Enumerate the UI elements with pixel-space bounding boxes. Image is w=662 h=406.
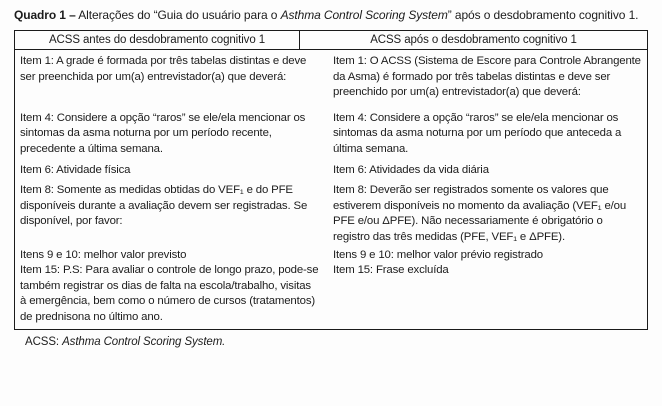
- item6-before-cell: Item 6: Atividade física: [20, 163, 131, 176]
- caption-text-before: Alterações do “Guia do usuário para o: [75, 8, 281, 22]
- table-row-item6: [15, 163, 647, 179]
- table-footnote: [14, 335, 648, 349]
- item15-before-cell: Item 15: P.S: Para avaliar o controle de longo prazo, pode-se também registrar os dias de falta na escola/trabalho, visitas à emergência, bem como o número de cursos (tratamentos) de prednisona no último ano.: [20, 264, 319, 323]
- item4-before-cell: Item 4: Considere a opção “raros” se ele/ela mencionar os sintomas da asma noturna por um período recente, precedente a última semana.: [20, 111, 306, 155]
- item15-after-cell: Item 15: Frase excluída: [333, 264, 449, 277]
- table-row-item8: [15, 183, 647, 245]
- table-body: [15, 50, 647, 329]
- footnote-label: ACSS:: [25, 335, 63, 348]
- item4-after-cell: Item 4: Considere a opção “raros” se ele/ela mencionar os sintomas da asma noturna por um período que anteceda a última semana.: [333, 111, 622, 155]
- caption-italic-title: Asthma Control Scoring System: [280, 8, 448, 22]
- table-row-item1: [15, 54, 647, 101]
- itens9-10-after-cell: Itens 9 e 10: melhor valor prévio registrado: [333, 248, 543, 261]
- table-row-itens9-10: [15, 248, 647, 264]
- item1-after-cell: Item 1: O ACSS (Sistema de Escore para Controle Abrangente da Asma) é formado por três tabelas distintas e deve ser preenchido por um(a) entrevistador(a) que deverá:: [333, 55, 641, 99]
- item8-after-cell: Item 8: Deverão ser registrados somente os valores que estiverem disponíveis no momento da avaliação (VEF₁ e/ou PFE e/ou ΔPFE). Não necessariamente é obrigatório o registro das três medidas (PFE, VEF₁ e ΔPFE).: [333, 184, 627, 243]
- item6-after-cell: Item 6: Atividades da vida diária: [333, 163, 489, 176]
- item8-before-cell: Item 8: Somente as medidas obtidas do VEF₁ e do PFE disponíveis durante a avaliação devem ser registradas. Se disponível, por favor:: [20, 184, 308, 228]
- table-caption: [14, 8, 648, 23]
- item1-before-cell: Item 1: A grade é formada por três tabelas distintas e deve ser preenchida por um(a) entrevistador(a) que deverá:: [20, 55, 307, 83]
- caption-label: Quadro 1 –: [14, 8, 76, 22]
- footnote-italic: Asthma Control Scoring System.: [62, 335, 226, 348]
- table-row-item4: [15, 111, 647, 158]
- column-header-before: ACSS antes do desdobramento cognitivo 1: [15, 31, 300, 49]
- table-header-row: [15, 31, 647, 50]
- caption-text-after: ” após o desdobramento cognitivo 1.: [447, 8, 639, 22]
- column-header-after: ACSS após o desdobramento cognitivo 1: [370, 34, 577, 46]
- table-row-item15: [15, 263, 647, 325]
- comparison-table: [14, 30, 648, 330]
- itens9-10-before-cell: Itens 9 e 10: melhor valor previsto: [20, 248, 187, 261]
